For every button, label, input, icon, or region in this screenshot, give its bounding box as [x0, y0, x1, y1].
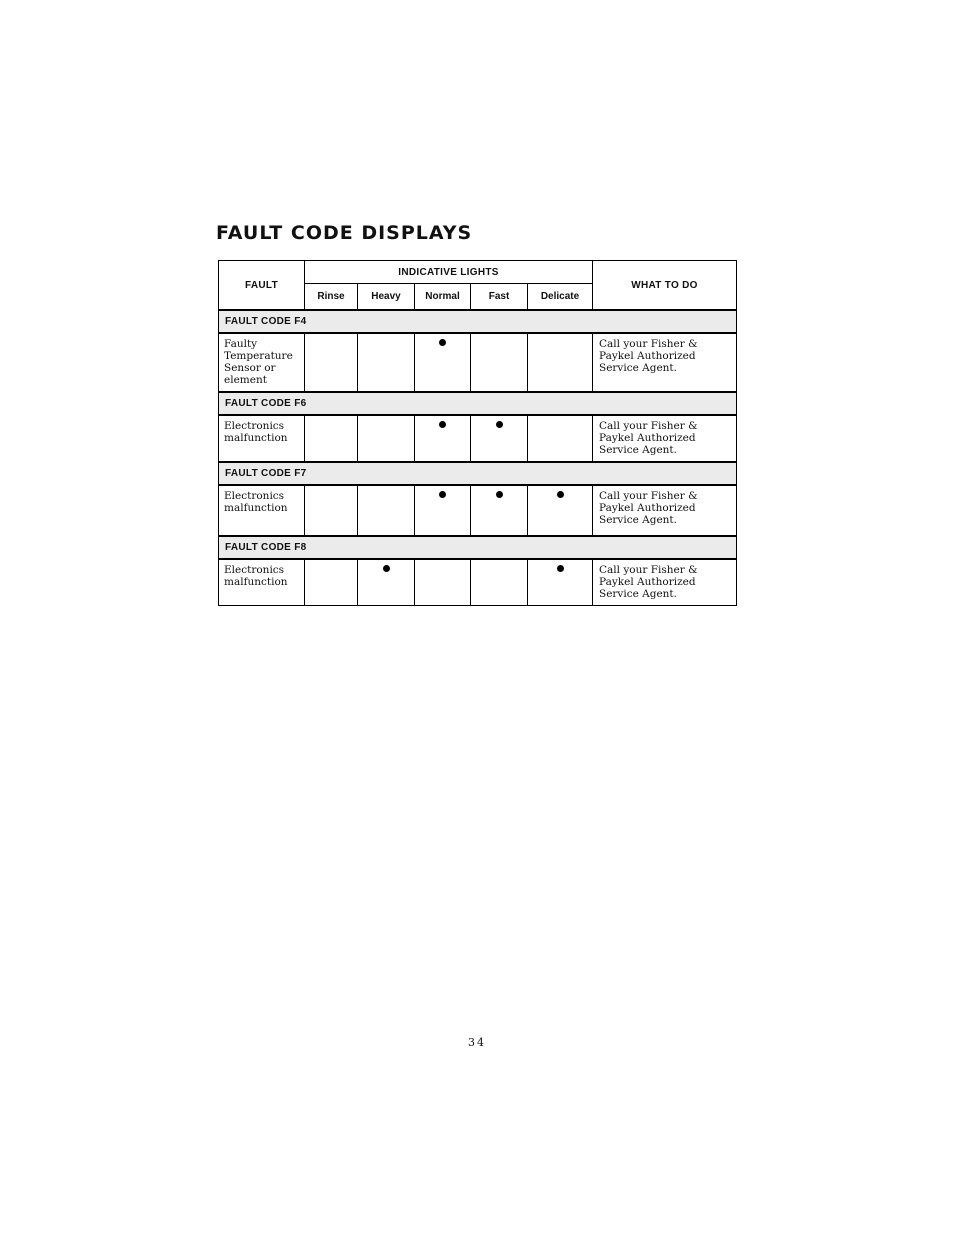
page-title: FAULT CODE DISPLAYS	[216, 222, 473, 244]
header-indicative-lights: INDICATIVE LIGHTS	[305, 261, 593, 284]
light-cell-heavy	[358, 485, 415, 536]
light-cell-rinse	[305, 333, 358, 392]
table-row	[219, 333, 737, 392]
light-cell-fast	[471, 559, 528, 606]
light-cell-delicate	[528, 559, 593, 606]
fault-code-label: FAULT CODE F4	[219, 310, 737, 333]
fault-description: Electronics malfunction	[219, 559, 305, 606]
header-light-heavy: Heavy	[358, 284, 415, 310]
light-cell-rinse	[305, 485, 358, 536]
indicator-dot-icon	[557, 565, 564, 572]
fault-description: Electronics malfunction	[219, 485, 305, 536]
fault-code-label: FAULT CODE F8	[219, 536, 737, 559]
light-cell-normal	[415, 485, 471, 536]
fault-code-table	[218, 260, 737, 606]
what-to-do-text: Call your Fisher & Paykel Authorized Service Agent.	[593, 485, 737, 536]
light-cell-delicate	[528, 333, 593, 392]
light-cell-normal	[415, 415, 471, 462]
fault-description: Faulty Temperature Sensor or element	[219, 333, 305, 392]
indicator-dot-icon	[439, 339, 446, 346]
header-light-delicate: Delicate	[528, 284, 593, 310]
light-cell-fast	[471, 333, 528, 392]
table-row	[219, 485, 737, 536]
what-to-do-text: Call your Fisher & Paykel Authorized Service Agent.	[593, 415, 737, 462]
indicator-dot-icon	[496, 491, 503, 498]
light-cell-heavy	[358, 333, 415, 392]
light-cell-normal	[415, 559, 471, 606]
light-cell-heavy	[358, 559, 415, 606]
what-to-do-text: Call your Fisher & Paykel Authorized Service Agent.	[593, 333, 737, 392]
fault-code-label: FAULT CODE F6	[219, 392, 737, 415]
light-cell-fast	[471, 415, 528, 462]
indicator-dot-icon	[439, 421, 446, 428]
light-cell-rinse	[305, 415, 358, 462]
indicator-dot-icon	[496, 421, 503, 428]
indicator-dot-icon	[383, 565, 390, 572]
section-fault-code-f4	[219, 310, 737, 333]
table-row	[219, 559, 737, 606]
header-fault: FAULT	[219, 261, 305, 311]
indicator-dot-icon	[557, 491, 564, 498]
header-light-normal: Normal	[415, 284, 471, 310]
fault-description: Electronics malfunction	[219, 415, 305, 462]
section-fault-code-f6	[219, 392, 737, 415]
table-row	[219, 415, 737, 462]
indicator-dot-icon	[439, 491, 446, 498]
light-cell-fast	[471, 485, 528, 536]
section-fault-code-f7	[219, 462, 737, 485]
page-number: 34	[468, 1036, 486, 1049]
fault-code-label: FAULT CODE F7	[219, 462, 737, 485]
header-what-to-do: WHAT TO DO	[593, 261, 737, 311]
light-cell-normal	[415, 333, 471, 392]
light-cell-delicate	[528, 415, 593, 462]
light-cell-heavy	[358, 415, 415, 462]
section-fault-code-f8	[219, 536, 737, 559]
light-cell-rinse	[305, 559, 358, 606]
what-to-do-text: Call your Fisher & Paykel Authorized Service Agent.	[593, 559, 737, 606]
header-light-rinse: Rinse	[305, 284, 358, 310]
light-cell-delicate	[528, 485, 593, 536]
header-light-fast: Fast	[471, 284, 528, 310]
